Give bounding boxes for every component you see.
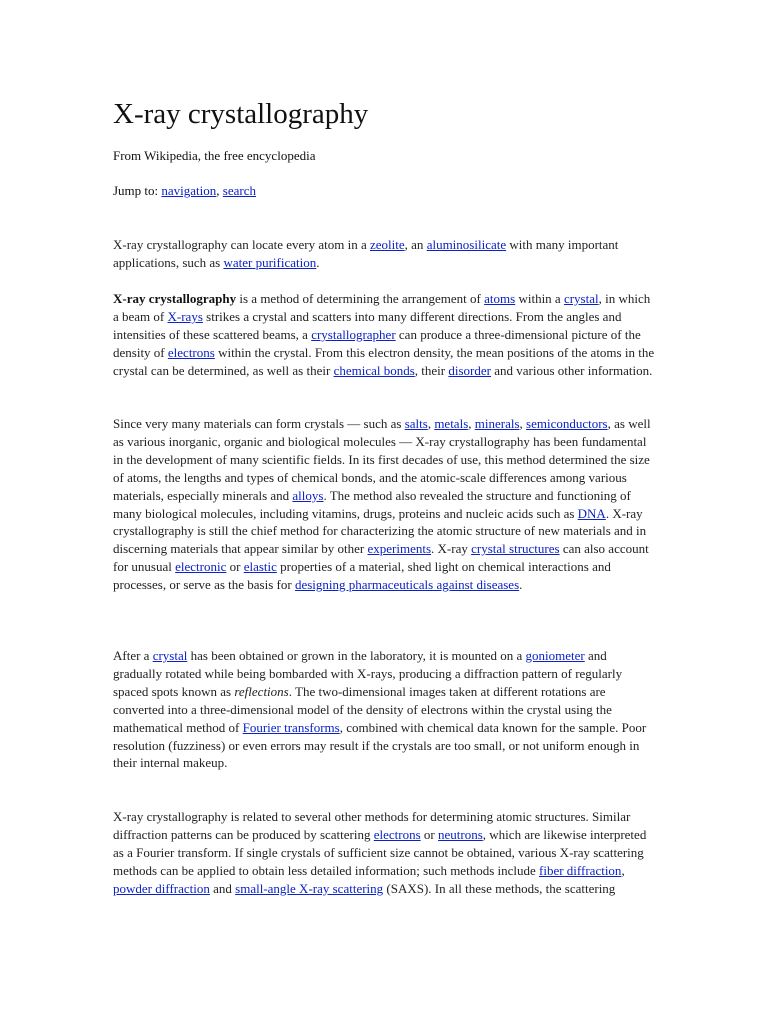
jump-to-line: Jump to: navigation, search (113, 183, 256, 198)
disorder-link[interactable]: disorder (448, 362, 491, 378)
neutrons-link[interactable]: neutrons (438, 826, 483, 842)
article-subject: X-ray crystallography (113, 291, 237, 306)
method-paragraph: After a crystal has been obtained or grown in the laboratory, it is mounted on a goniometer and gradually rotated while being bombarded with X-rays, producing a diffraction pattern of regularly spaced spots known as reflections. The two-dimensional images taken at different rotations are converted into a three-dimensional model of the density of electrons within the crystal using the mathematical method of Fourier transforms, combined with chemical data known for the sample. Poor resolution (fuzziness) or even errors may result if the crystals are too small, or not uniform enough in their internal makeup. (113, 648, 647, 771)
zeolite-link[interactable]: zeolite (370, 237, 405, 252)
goniometer-link[interactable]: goniometer (525, 648, 585, 663)
reflections-term: reflections (234, 683, 289, 699)
salts-link[interactable]: salts (404, 416, 428, 431)
semiconductors-link[interactable]: semiconductors (526, 416, 608, 431)
saxs-link[interactable]: small-angle X-ray scattering (235, 880, 384, 896)
article-body (113, 96, 658, 896)
intro-paragraph: X-ray crystallography is a method of determining the arrangement of atoms within a crystal, in which a beam of X-rays strikes a crystal and scatters into many different directions. From the angles and intensities of these scattered beams, a crystallographer can produce a three-dimensional picture of the density of electrons within the crystal. From this electron density, the mean positions of the atoms in the crystal can be determined, as well as their chemical bonds, their disorder and various other information. (113, 291, 655, 378)
crystal-link[interactable]: crystal (563, 291, 599, 306)
minerals-link[interactable]: minerals (474, 416, 520, 431)
crystal-structures-link[interactable]: crystal structures (471, 541, 560, 557)
fourier-transforms-link[interactable]: Fourier transforms (242, 719, 340, 735)
crystal-link-2[interactable]: crystal (152, 648, 188, 663)
electrons-link[interactable]: electrons (167, 344, 215, 360)
tagline: From Wikipedia, the free encyclopedia (113, 148, 316, 163)
alloys-link[interactable]: alloys (292, 487, 324, 503)
powder-diffraction-link[interactable]: powder diffraction (113, 880, 210, 896)
jump-to-label: Jump to: (113, 183, 162, 198)
related-methods-paragraph: X-ray crystallography is related to several other methods for determining atomic structures. Similar diffraction patterns can be produced by scattering electrons or neutrons, which are likewise interpreted as a Fourier transform. If single crystals of sufficient size cannot be obtained, various X-ray scattering methods can be applied to obtain less detailed information; such methods include fiber diffraction, powder diffraction and small-angle X-ray scattering (SAXS). In all these methods, the scattering (113, 809, 647, 896)
dna-link[interactable]: DNA (577, 505, 606, 521)
water-purification-link[interactable]: water purification (223, 254, 317, 270)
materials-paragraph: Since very many materials can form crystals — such as salts, metals, minerals, semiconductors, as well as various inorganic, organic and biological molecules — X-ray crystallography has been fundamental in the development of many scientific fields. In its first decades of use, this method determined the size of atoms, the lengths and types of chemical bonds, and the atomic-scale differences among various materials, especially minerals and alloys. The method also revealed the structure and functioning of many biological molecules, including vitamins, drugs, proteins and nucleic acids such as DNA. X-ray crystallography is still the chief method for characterizing the atomic structure of new materials and in discerning materials that appear similar by other experiments. X-ray crystal structures can also account for unusual electronic or elastic properties of a material, shed light on chemical interactions and processes, or serve as the basis for designing pharmaceuticals against diseases. (113, 416, 651, 593)
crystallographer-link[interactable]: crystallographer (311, 326, 396, 342)
fiber-diffraction-link[interactable]: fiber diffraction (539, 862, 622, 878)
x-rays-link[interactable]: X-rays (167, 308, 203, 324)
aluminosilicate-link[interactable]: aluminosilicate (426, 237, 507, 252)
experiments-link[interactable]: experiments (367, 541, 432, 557)
electrons-link-2[interactable]: electrons (373, 826, 421, 842)
page-title: X-ray crystallography (113, 98, 369, 130)
hatnote-paragraph: X-ray crystallography can locate every atom in a zeolite, an aluminosilicate with many important applications, such as water purification. (113, 237, 619, 270)
chemical-bonds-link[interactable]: chemical bonds (333, 362, 415, 378)
electronic-link[interactable]: electronic (175, 559, 227, 575)
navigation-link[interactable]: navigation (161, 183, 217, 198)
elastic-link[interactable]: elastic (243, 559, 277, 575)
designing-pharmaceuticals-link[interactable]: designing pharmaceuticals against diseases (294, 577, 520, 593)
search-link[interactable]: search (222, 183, 256, 198)
atoms-link[interactable]: atoms (484, 291, 516, 306)
metals-link[interactable]: metals (434, 416, 469, 431)
